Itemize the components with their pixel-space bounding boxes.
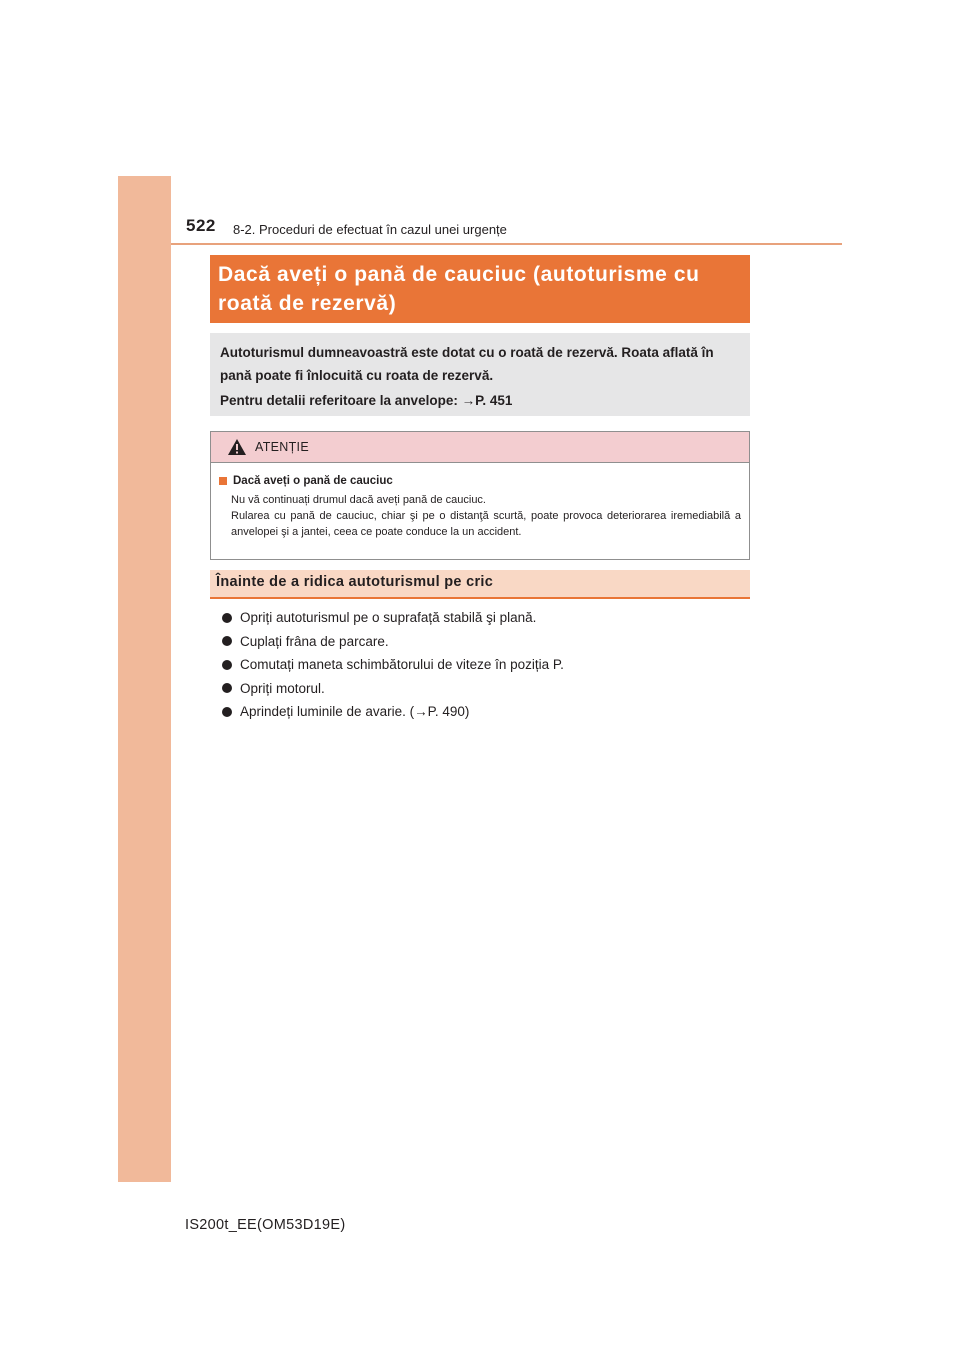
intro-reference: Pentru detalii referitoare la anvelope: →P. 451 xyxy=(220,393,513,408)
warning-subheading xyxy=(219,475,741,487)
warning-subheading-text: Dacă aveți o pană de cauciuc xyxy=(233,475,393,487)
warning-box xyxy=(210,431,750,560)
list-item-text: Aprindeți luminile de avarie. (→P. 490) xyxy=(240,704,470,720)
list-item xyxy=(222,677,564,701)
bullet-dot-icon xyxy=(222,683,232,693)
list-item xyxy=(222,630,564,654)
warning-body xyxy=(211,463,749,540)
list-item xyxy=(222,653,564,677)
bullet-dot-icon xyxy=(222,707,232,717)
warning-text-line-2: Rularea cu pană de cauciuc, chiar şi pe o distanţă scurtă, poate provoca deteriorarea iremediabilă a anvelopei şi a jantei, ceea ce poate conduce la un accident. xyxy=(231,510,741,538)
warning-triangle-icon xyxy=(227,438,247,456)
list-item xyxy=(222,700,564,724)
list-item xyxy=(222,606,564,630)
intro-box xyxy=(210,333,750,416)
bullet-dot-icon xyxy=(222,660,232,670)
chapter-header: 8-2. Proceduri de efectuat în cazul unei urgențe xyxy=(233,222,507,237)
bullet-dot-icon xyxy=(222,636,232,646)
document-code: IS200t_EE(OM53D19E) xyxy=(185,1217,346,1233)
page-title: Dacă aveți o pană de cauciuc (autoturisme cu roată de rezervă) xyxy=(218,263,700,315)
list-item-text: Opriți autoturismul pe o suprafață stabilă şi plană. xyxy=(240,610,537,626)
intro-text: Autoturismul dumneavoastră este dotat cu o roată de rezervă. Roata aflată în pană poate fi înlocuită cu roata de rezervă. xyxy=(220,345,714,383)
warning-text-line-1: Nu vă continuați drumul dacă aveți pană de cauciuc. xyxy=(231,494,486,506)
list-item-text: Cuplați frâna de parcare. xyxy=(240,633,389,649)
warning-text xyxy=(231,492,741,540)
section-heading: Înainte de a ridica autoturismul pe cric xyxy=(210,570,750,599)
steps-list xyxy=(222,606,564,724)
bullet-dot-icon xyxy=(222,613,232,623)
title-banner xyxy=(210,255,750,323)
page-number: 522 xyxy=(186,216,216,235)
header-divider xyxy=(171,243,842,245)
list-item-text: Opriți motorul. xyxy=(240,680,325,696)
square-bullet-icon xyxy=(219,477,227,485)
list-item-text: Comutați maneta schimbătorului de viteze în poziția P. xyxy=(240,657,564,673)
warning-title: ATENȚIE xyxy=(255,440,309,454)
warning-header xyxy=(211,432,749,463)
side-tab-strip xyxy=(118,176,171,1182)
